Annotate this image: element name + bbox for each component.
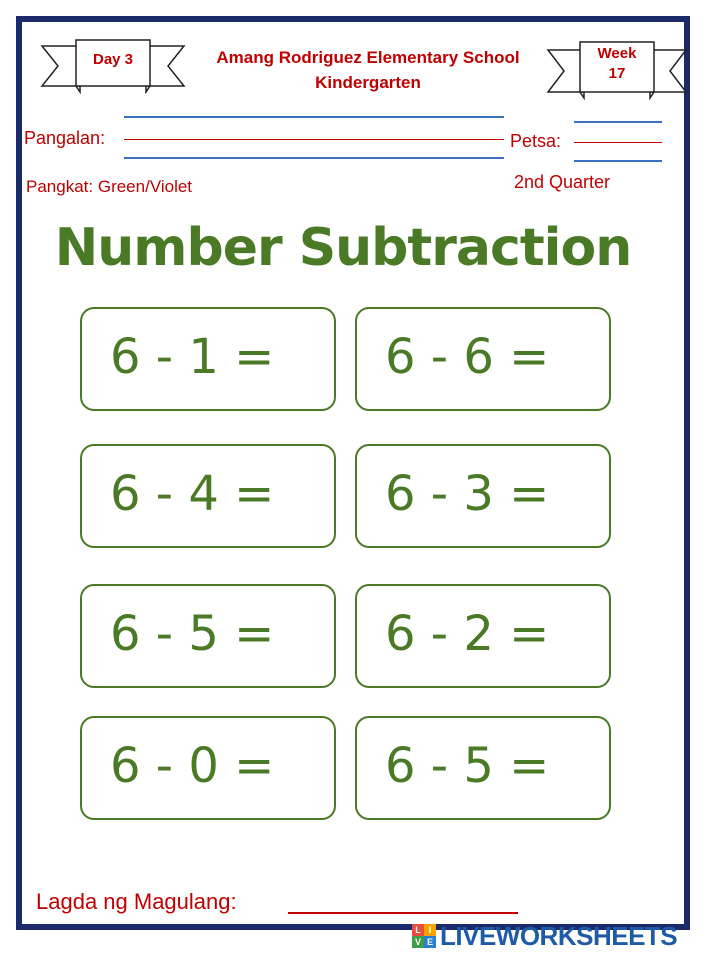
grade-level: Kindergarten (315, 73, 421, 92)
worksheet-title: Number Subtraction (54, 218, 632, 278)
week-label (580, 44, 654, 84)
problem-card[interactable] (355, 716, 611, 820)
brand-name: LIVEWORKSHEETS (440, 920, 678, 951)
logo-letter: E (424, 936, 436, 948)
date-label: Petsa: (510, 131, 562, 151)
problem-card[interactable] (80, 307, 336, 411)
problem-text: 6 - 2 = (385, 606, 550, 662)
date-line-top (574, 121, 662, 123)
week-word: Week (597, 45, 637, 62)
problem-card[interactable] (80, 716, 336, 820)
week-number: 17 (608, 65, 626, 82)
school-header (190, 45, 546, 95)
name-line-top (124, 116, 504, 118)
problem-card[interactable] (355, 307, 611, 411)
name-line-middle (124, 139, 504, 140)
problem-text: 6 - 1 = (110, 329, 275, 385)
problem-text: 6 - 4 = (110, 466, 275, 522)
problem-text: 6 - 5 = (110, 606, 275, 662)
logo-letter: V (412, 936, 424, 948)
group-row (26, 177, 192, 197)
day-label: Day 3 (92, 51, 134, 68)
signature-label: Lagda ng Magulang: (36, 889, 237, 914)
problem-card[interactable] (80, 584, 336, 688)
problem-text: 6 - 5 = (385, 738, 550, 794)
week-ribbon (546, 38, 688, 100)
signature-field[interactable] (288, 912, 518, 914)
problem-card[interactable] (355, 584, 611, 688)
problem-text: 6 - 3 = (385, 466, 550, 522)
date-line-middle (574, 142, 662, 143)
group-value: Green/Violet (97, 177, 193, 196)
quarter-label: 2nd Quarter (514, 172, 611, 192)
problem-card[interactable] (355, 444, 611, 548)
school-name: Amang Rodriguez Elementary School (216, 48, 520, 67)
problem-card[interactable] (80, 444, 336, 548)
group-label: Pangkat: (26, 177, 94, 196)
problem-text: 6 - 6 = (385, 329, 550, 385)
name-label: Pangalan: (24, 128, 106, 148)
logo-letter: L (412, 924, 424, 936)
date-field[interactable] (574, 160, 662, 162)
name-field[interactable] (124, 157, 504, 159)
day-ribbon (40, 36, 186, 94)
problem-text: 6 - 0 = (110, 738, 275, 794)
liveworksheets-brand (412, 920, 677, 952)
logo-letter: I (424, 924, 436, 936)
liveworksheets-logo-icon (412, 924, 436, 948)
